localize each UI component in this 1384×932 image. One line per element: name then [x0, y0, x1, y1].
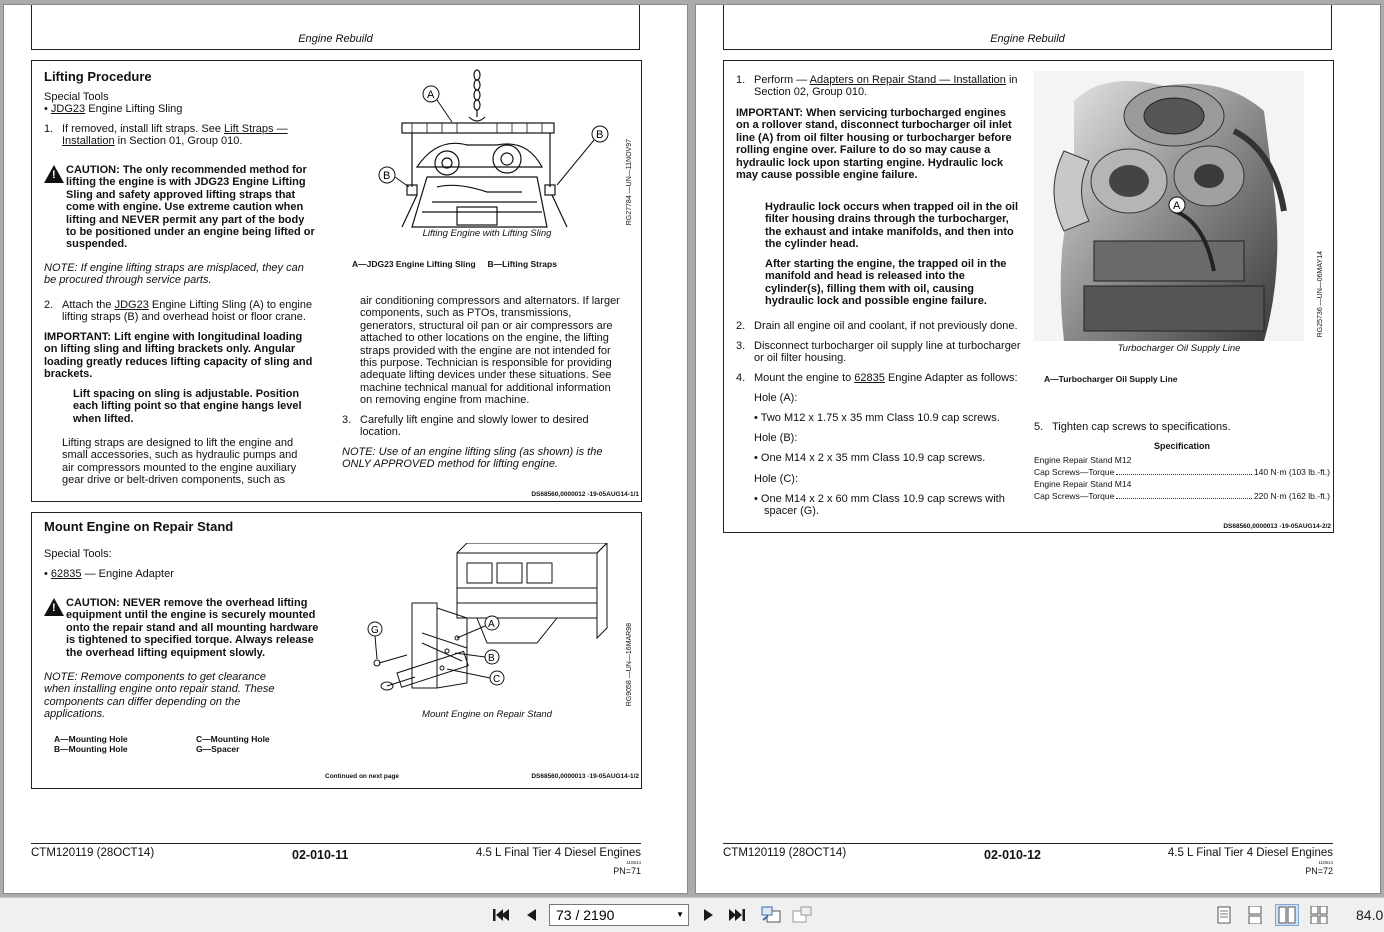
tool-link[interactable]: JDG23: [50, 103, 86, 115]
section-title: Lifting Procedure: [44, 69, 152, 84]
step-number: 3.: [342, 414, 352, 426]
go-forward-view-icon[interactable]: [790, 904, 814, 926]
step-number: 3.: [736, 340, 746, 352]
step-1: If removed, install lift straps. See Lift Straps — Installation in Section 01, Group 010.: [62, 123, 288, 148]
repair-stand-figure: [357, 543, 627, 713]
note-text: NOTE: Remove components to get clearance when installing engine onto repair stand. These components can differ depending on the applications.: [44, 671, 275, 721]
running-head: Engine Rebuild: [31, 5, 640, 50]
lift-straps-link[interactable]: Lift Straps — Installation: [62, 123, 288, 148]
right-page: [696, 5, 1380, 893]
legend-a: A—Mounting Hole: [54, 734, 128, 744]
engine-adapter-link[interactable]: 62835: [50, 568, 82, 580]
zoom-level[interactable]: 84.0: [1356, 907, 1384, 923]
single-page-view-icon[interactable]: [1212, 904, 1236, 926]
svg-text:B: B: [488, 653, 495, 664]
figure-caption: Turbocharger Oil Supply Line: [1117, 343, 1241, 354]
step-number: 2.: [736, 320, 746, 332]
spec-2-heading: Engine Repair Stand M14: [1034, 479, 1132, 489]
footer-manual: CTM120119 (28OCT14): [723, 847, 847, 859]
legend-b: B—Mounting Hole: [54, 744, 128, 754]
tool-item: • JDG23 Engine Lifting Sling: [44, 103, 183, 115]
footer-code: 110514: [626, 860, 641, 865]
mount-engine-section-continued: [723, 60, 1334, 533]
lifting-sling-figure: [357, 67, 627, 232]
doc-code: DS68560,0000013 -19-05AUG14-1/2: [531, 773, 639, 780]
footer-title: 4.5 L Final Tier 4 Diesel Engines: [1167, 847, 1333, 859]
footer-title: 4.5 L Final Tier 4 Diesel Engines: [475, 847, 641, 859]
lifting-procedure-section: [31, 60, 642, 502]
footer-code: 110514: [1318, 860, 1333, 865]
footer-manual: CTM120119 (28OCT14): [31, 847, 155, 859]
figure-code: RG27784 —UN—11NOV97: [626, 139, 633, 226]
jdg23-link[interactable]: JDG23: [114, 299, 149, 311]
two-page-view-icon[interactable]: [1275, 904, 1299, 926]
note-text-2: NOTE: Use of an engine lifting sling (as shown) is the ONLY APPROVED method for lifting engine.: [342, 446, 603, 471]
left-page: [4, 5, 687, 893]
svg-text:B: B: [383, 170, 391, 182]
adapters-link[interactable]: Adapters on Repair Stand — Installation: [809, 74, 1006, 86]
caution-text: CAUTION: NEVER remove the overhead lifting equipment until the engine is securely mounted onto the repair stand and all mounting hardware is tightened to specified torque. Always release the overhead lifting equipment slowly.: [66, 597, 319, 659]
caution-text: CAUTION: The only recommended method for lifting the engine is with JDG23 Engine Lifting Sling and safety approved lifting straps that come with engine. Use extreme caution when lifting and NEVER permit any part of the body to be positioned under an engine being lifted or suspended.: [66, 164, 315, 251]
step-number: 4.: [736, 372, 746, 384]
turbocharger-photo: [1034, 71, 1304, 341]
chevron-down-icon[interactable]: ▼: [676, 910, 684, 919]
caution-icon: !: [44, 165, 64, 183]
paragraph: Lifting straps are designed to lift the engine and small accessories, such as hydraulic pumps and air compressors mounted to the engine auxiliary gear drive or belt-driven components, such as: [62, 437, 298, 487]
important-text-2: Lift spacing on sling is adjustable. Position each lifting point so that engine hangs level when lifted.: [73, 388, 302, 425]
hole-b-label: Hole (B):: [754, 432, 798, 444]
step-3: Carefully lift engine and slowly lower to desired location.: [360, 414, 589, 439]
svg-text:C: C: [493, 674, 501, 685]
important-text: IMPORTANT: When servicing turbocharged engines on a rollover stand, disconnect turbocharger oil inlet line (A) from oil filter housing or turbocharger before rolling engine over. Failure to do so may cause a hydraulic lock upon starting engine. Hydraulic lock may cause possible engine failure.: [736, 107, 1012, 182]
two-page-continuous-icon[interactable]: [1307, 904, 1331, 926]
svg-text:A: A: [427, 89, 435, 101]
hole-a-bullet: • Two M12 x 1.75 x 35 mm Class 10.9 cap screws.: [754, 412, 1000, 424]
footer-pn: PN=72: [1305, 866, 1333, 876]
figure-caption: Mount Engine on Repair Stand: [422, 709, 552, 720]
viewer-toolbar: [0, 897, 1384, 932]
figure-caption: Lifting Engine with Lifting Sling: [422, 228, 552, 239]
legend-c: C—Mounting Hole: [196, 734, 270, 744]
footer-page-number: 02-010-11: [292, 848, 349, 862]
step-4: Mount the engine to 62835 Engine Adapter as follows:: [754, 372, 1018, 384]
engine-adapter-link[interactable]: 62835: [854, 372, 885, 384]
step-number: 1.: [736, 74, 746, 86]
svg-text:G: G: [371, 625, 379, 636]
legend-g: G—Spacer: [196, 744, 240, 754]
spec-1-row: Cap Screws—Torque 140 N·m (103 lb.-ft.): [1034, 467, 1330, 477]
important-text-3: After starting the engine, the trapped oil in the manifold and head is released into the cylinder(s), filling them with oil, causing hydraulic lock and possible engine failure.: [765, 258, 1007, 308]
step-number: 5.: [1034, 421, 1044, 433]
continued-note: Continued on next page: [325, 773, 400, 780]
spec-2-row: Cap Screws—Torque 220 N·m (162 lb.-ft.): [1034, 491, 1330, 501]
special-tools-label: Special Tools: [44, 91, 109, 103]
step-number: 2.: [44, 299, 54, 311]
step-2: Drain all engine oil and coolant, if not previously done.: [754, 320, 1018, 332]
paragraph-continued: air conditioning compressors and alternators. If larger components, such as PTOs, transmissions, generators, structural oil pan or air compressors are attached to other locations on the engine, the lifting straps provided with the engine are not intended for this purpose. Technician is responsible for providing adequate lifting devices under these situations. See machine technical manual for additional information on removing engine from machine.: [360, 295, 620, 407]
footer-rule: [31, 843, 641, 844]
doc-code: DS68560,0000012 -19-05AUG14-1/1: [531, 491, 639, 498]
step-3: Disconnect turbocharger oil supply line at turbocharger or oil filter housing.: [754, 340, 1021, 365]
hole-a-label: Hole (A):: [754, 392, 798, 404]
mount-engine-section: [31, 512, 642, 789]
previous-page-icon[interactable]: [520, 904, 542, 926]
spec-title: Specification: [1153, 441, 1210, 451]
step-2: Attach the JDG23 Engine Lifting Sling (A) to engine lifting straps (B) and overhead hoist or floor crane.: [62, 299, 313, 324]
figure-legend: A—JDG23 Engine Lifting Sling B—Lifting Straps: [352, 259, 557, 269]
go-back-view-icon[interactable]: [759, 904, 783, 926]
continuous-view-icon[interactable]: [1243, 904, 1267, 926]
doc-code: DS68560,0000013 -19-05AUG14-2/2: [1223, 523, 1331, 530]
step-5: Tighten cap screws to specifications.: [1052, 421, 1231, 433]
hole-c-label: Hole (C):: [754, 473, 799, 485]
spec-1-heading: Engine Repair Stand M12: [1034, 455, 1132, 465]
next-page-icon[interactable]: [697, 904, 719, 926]
special-tools-label: Special Tools:: [44, 548, 112, 560]
step-number: 1.: [44, 123, 54, 135]
svg-text:B: B: [596, 129, 604, 141]
page-number-input[interactable]: 73 / 2190 ▼: [549, 904, 689, 926]
first-page-icon[interactable]: [490, 904, 512, 926]
note-text: NOTE: If engine lifting straps are misplaced, they can be procured through service parts.: [44, 262, 304, 287]
running-head: Engine Rebuild: [723, 5, 1332, 50]
important-text: IMPORTANT: Lift engine with longitudinal loading on lifting sling and lifting brackets only. Angular loading greatly reduces lifting capacity of sling and brackets.: [44, 331, 313, 381]
hole-b-bullet: • One M14 x 2 x 35 mm Class 10.9 cap screws.: [754, 452, 986, 464]
specification-table: [1034, 441, 1330, 502]
caution-icon: !: [44, 598, 64, 616]
last-page-icon[interactable]: [726, 904, 748, 926]
footer-page-number: 02-010-12: [984, 848, 1041, 862]
svg-text:A: A: [1173, 200, 1181, 212]
step-1: Perform — Adapters on Repair Stand — Installation in Section 02, Group 010.: [754, 74, 1018, 99]
footer-rule: [723, 843, 1333, 844]
footer-pn: PN=71: [613, 866, 641, 876]
section-title: Mount Engine on Repair Stand: [44, 519, 234, 534]
tool-item: • 62835 — Engine Adapter: [44, 568, 174, 580]
figure-code: RG25736 —UN—06MAY14: [1317, 251, 1324, 338]
figure-code: RG9058 —UN—16MAR98: [626, 623, 633, 707]
hole-c-bullet: • One M14 x 2 x 60 mm Class 10.9 cap screws with spacer (G).: [754, 493, 1005, 518]
figure-legend: A—Turbocharger Oil Supply Line: [1044, 374, 1178, 384]
important-text-2: Hydraulic lock occurs when trapped oil in the oil filter housing drains through the turbocharger, the exhaust and intake manifolds, and then into the cylinder head.: [765, 201, 1019, 251]
svg-text:A: A: [488, 619, 495, 630]
